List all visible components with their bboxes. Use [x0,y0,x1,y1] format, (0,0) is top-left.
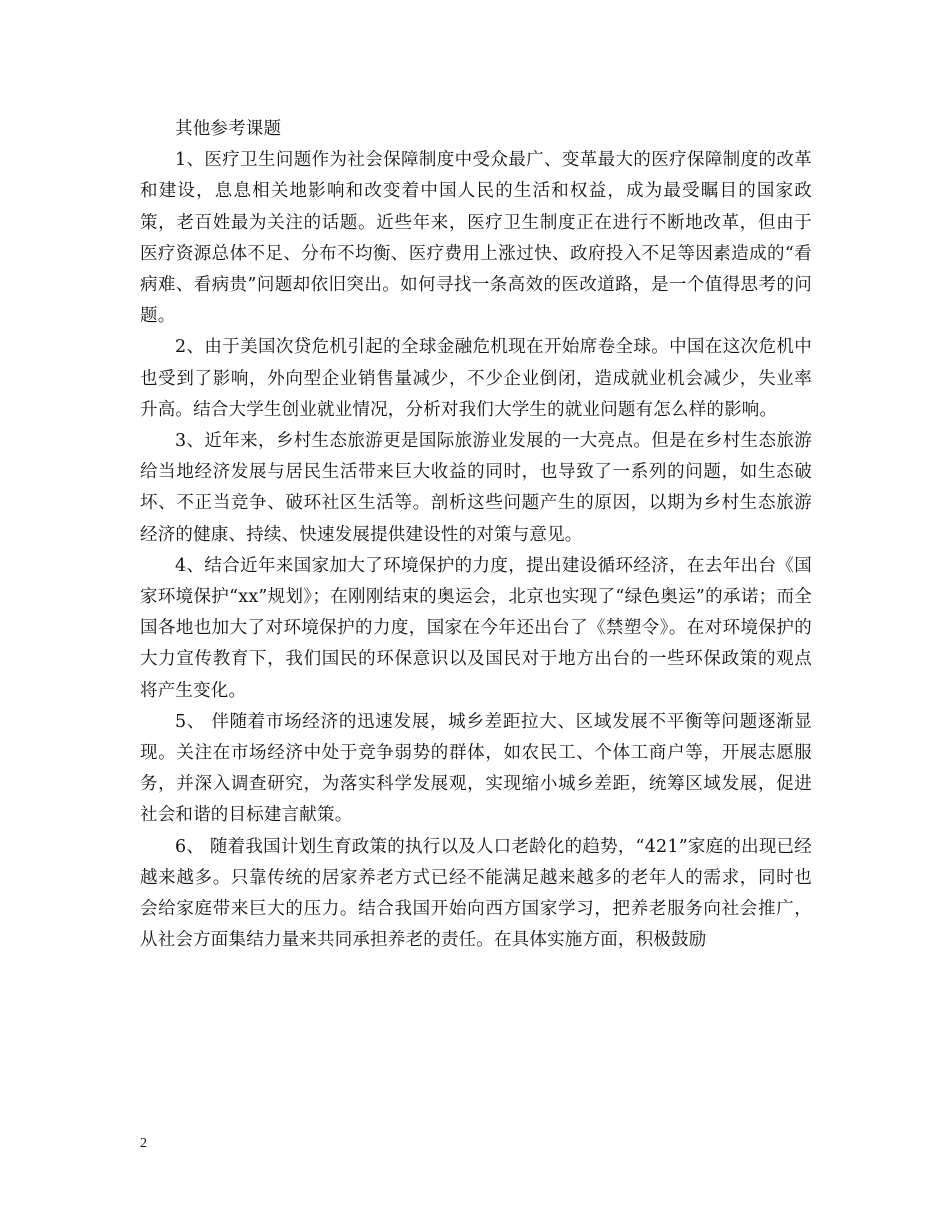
document-body [140,114,812,956]
paragraph-5: 5、 伴随着市场经济的迅速发展，城乡差距拉大、区域发展不平衡等问题逐渐显现。关注在市场经济中处于竞争弱势的群体，如农民工、个体工商户等，开展志愿服务，并深入调查研究，为落实科学发展观，实现缩小城乡差距，统筹区域发展，促进社会和谐的目标建言献策。 [140,711,812,826]
paragraph-4: 4、结合近年来国家加大了环境保护的力度，提出建设循环经济，在去年出台《国家环境保护“xx”规划》；在刚刚结束的奥运会，北京也实现了“绿色奥运”的承诺；而全国各地也加大了对环境保护的力度，国家在今年还出台了《禁塑令》。在对环境保护的大力宣传教育下，我们国民的环保意识以及国民对于地方出台的一些环保政策的观点将产生变化。 [140,555,812,701]
page-number: 2 [140,1136,147,1151]
section-heading: 其他参考课题 [175,119,282,139]
paragraph-3: 3、近年来，乡村生态旅游更是国际旅游业发展的一大亮点。但是在乡村生态旅游给当地经济发展与居民生活带来巨大收益的同时，也导致了一系列的问题，如生态破坏、不正当竞争、破环社区生活等。剖析这些问题产生的原因，以期为乡村生态旅游经济的健康、持续、快速发展提供建设性的对策与意见。 [140,431,812,545]
paragraph-2: 2、由于美国次贷危机引起的全球金融危机现在开始席卷全球。中国在这次危机中也受到了影响，外向型企业销售量减少，不少企业倒闭，造成就业机会减少，失业率升高。结合大学生创业就业情况，分析对我们大学生的就业问题有怎么样的影响。 [140,337,812,420]
paragraph-6: 6、 随着我国计划生育政策的执行以及人口老龄化的趋势，“421”家庭的出现已经越来越多。只靠传统的居家养老方式已经不能满足越来越多的老年人的需求，同时也会给家庭带来巨大的压力。结合我国开始向西方国家学习，把养老服务向社会推广，从社会方面集结力量来共同承担养老的责任。在具体实施方面，积极鼓励 [140,836,812,951]
paragraph-1: 1、医疗卫生问题作为社会保障制度中受众最广、变革最大的医疗保障制度的改革和建设，息息相关地影响和改变着中国人民的生活和权益，成为最受瞩目的国家政策，老百姓最为关注的话题。近些年来，医疗卫生制度正在进行不断地改革，但由于医疗资源总体不足、分布不均衡、医疗费用上涨过快、政府投入不足等因素造成的“看病难、看病贵”问题却依旧突出。如何寻找一条高效的医改道路，是一个值得思考的问题。 [140,150,812,327]
